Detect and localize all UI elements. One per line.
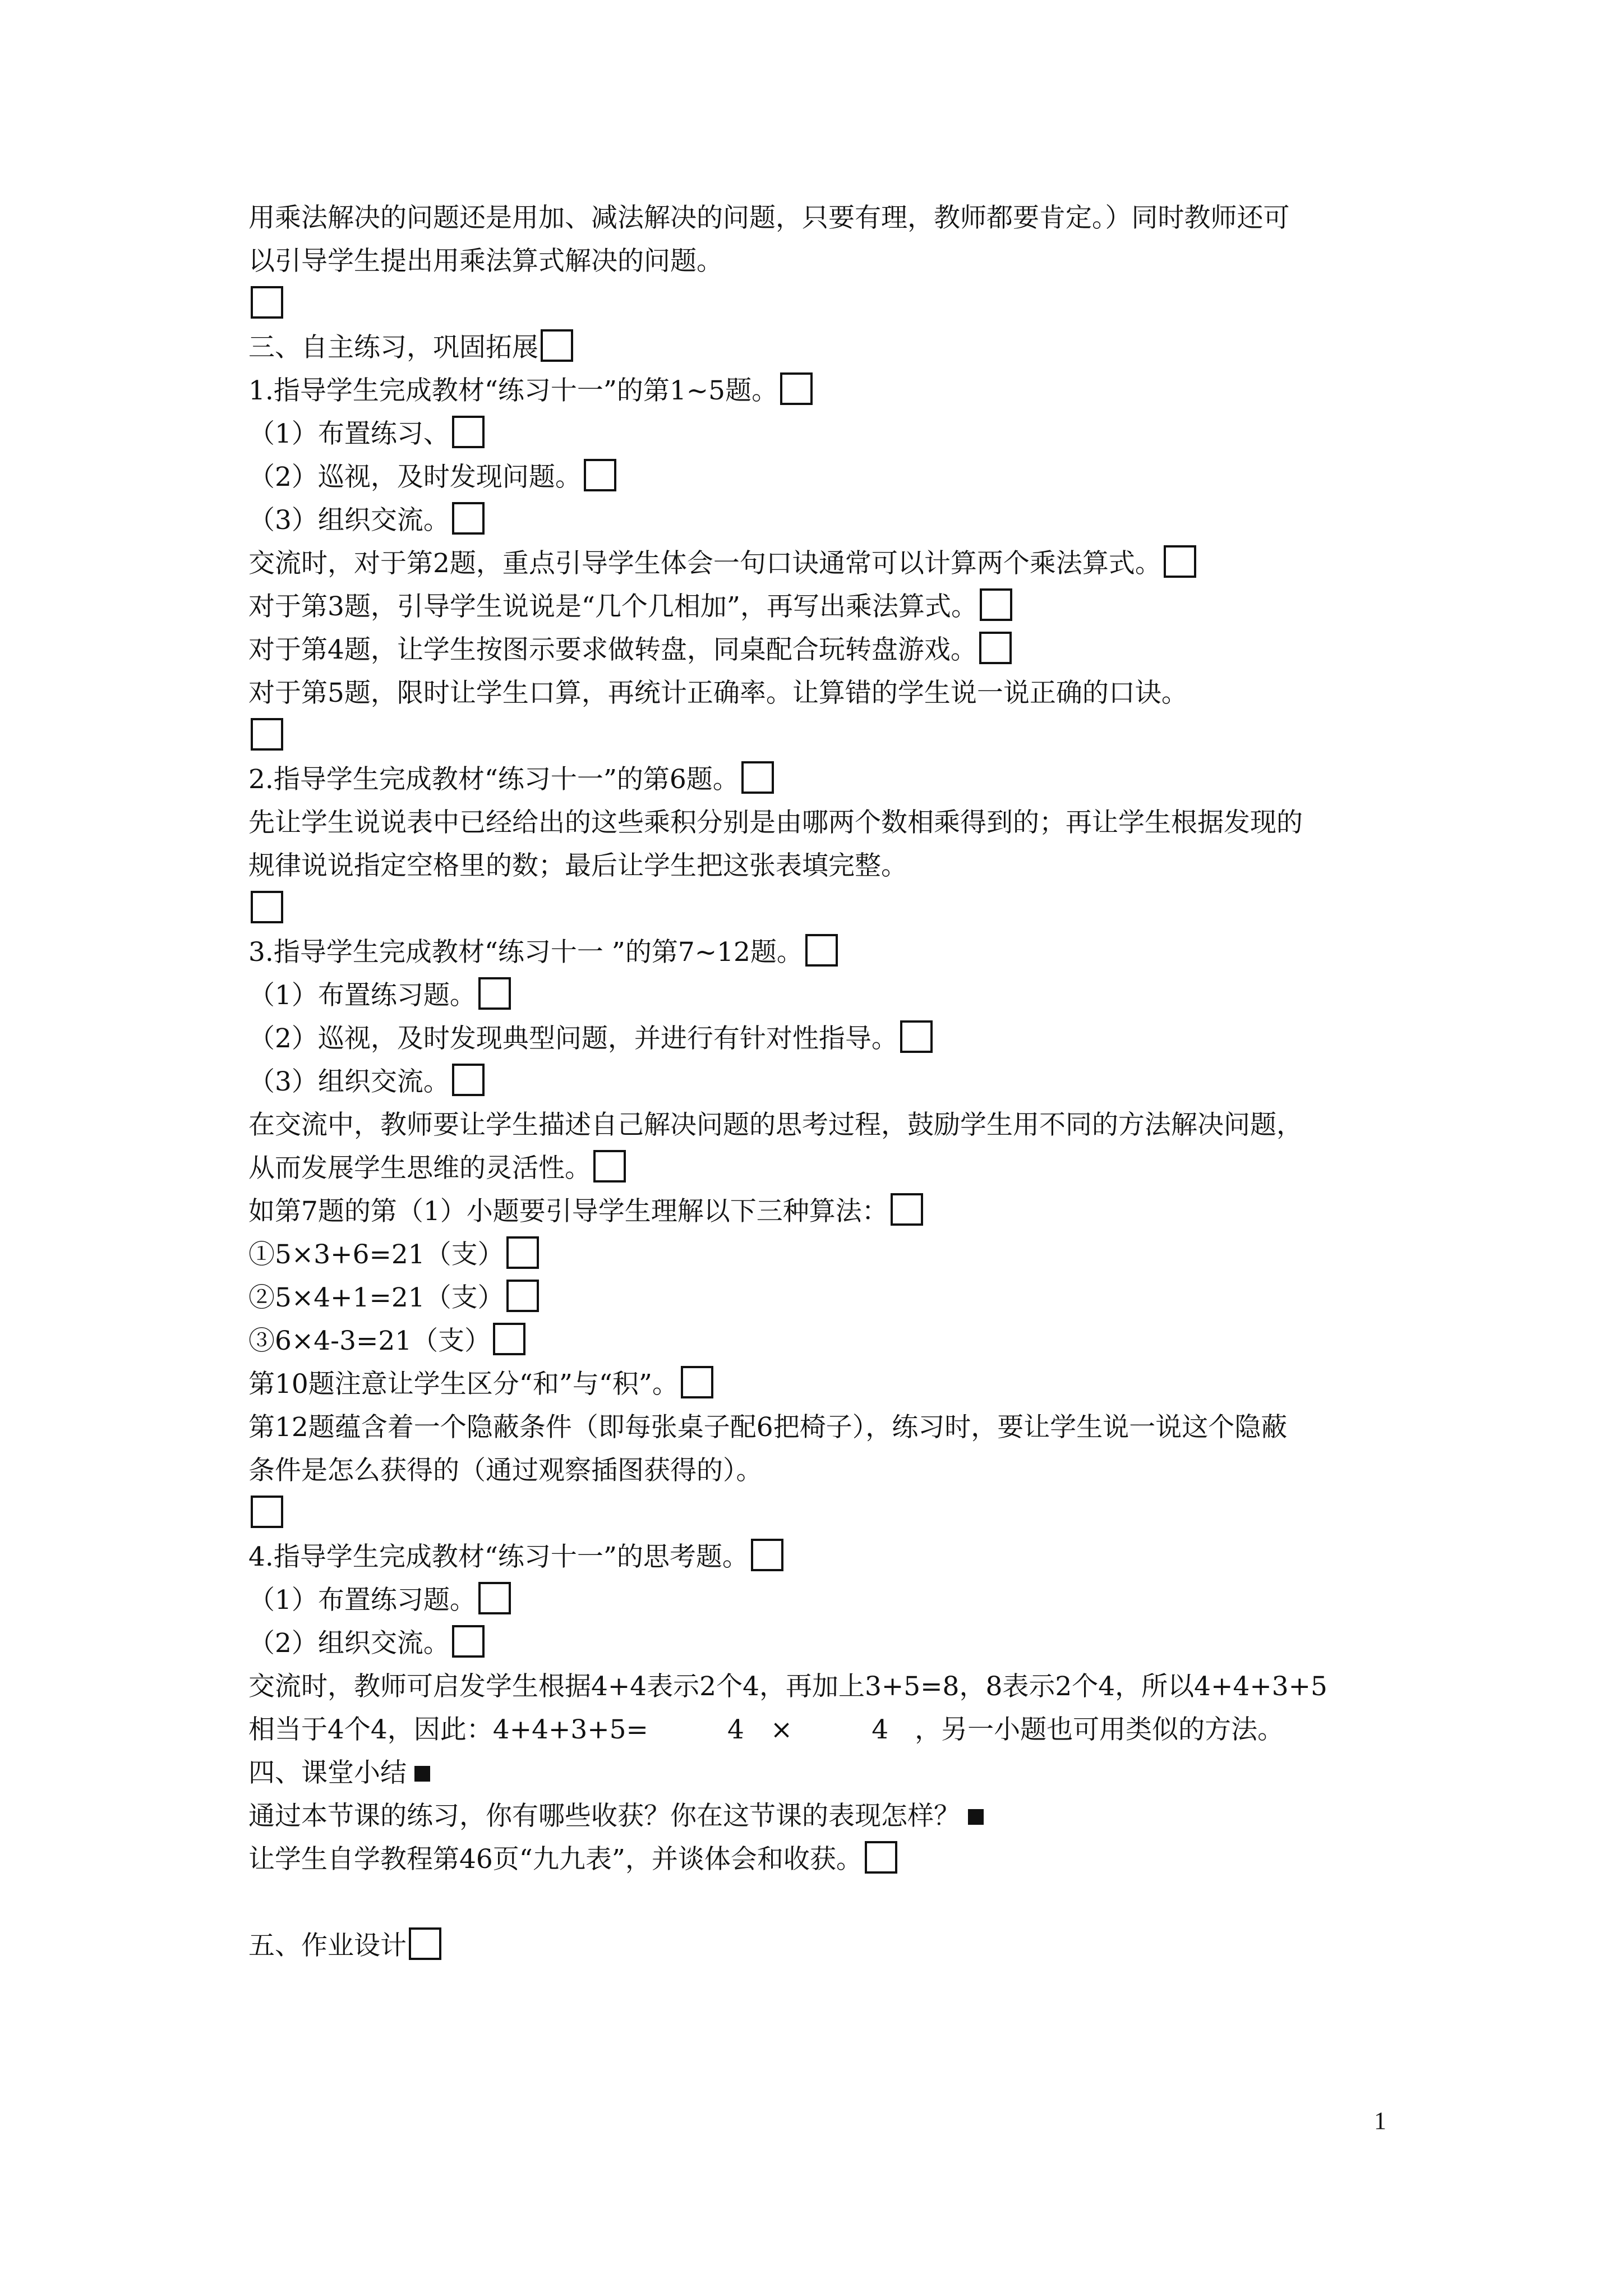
line-text: ①5×3+6=21（支） xyxy=(248,1239,504,1270)
line-text: 用乘法解决的问题还是用加、减法解决的问题，只要有理，教师都要肯定。）同时教师还可 xyxy=(248,203,1290,233)
line-text: 2.指导学生完成教材“练习十一”的第6题。 xyxy=(248,764,739,795)
text-line xyxy=(248,1795,1393,1838)
line-text: 1.指导学生完成教材“练习十一”的第1~5题。 xyxy=(248,375,778,406)
text-line xyxy=(248,931,1393,974)
text-line xyxy=(248,499,1393,542)
text-line xyxy=(248,1190,1393,1233)
empty-box-icon xyxy=(780,372,813,405)
line-text: 以引导学生提出用乘法算式解决的问题。 xyxy=(248,246,723,277)
empty-box-icon xyxy=(1164,545,1196,578)
text-line xyxy=(248,1449,1393,1492)
line-text: 条件是怎么获得的（通过观察插图获得的）。 xyxy=(248,1455,763,1486)
text-line xyxy=(248,1881,1393,1924)
line-text: 相当于4个4，因此：4+4+3+5= 4 × 4 ，另一小题也可用类似的方法。 xyxy=(248,1714,1284,1745)
text-line xyxy=(248,1751,1393,1795)
line-text: （2）巡视，及时发现典型问题，并进行有针对性指导。 xyxy=(248,1023,898,1054)
empty-box-icon xyxy=(681,1366,713,1398)
line-text: 交流时，教师可启发学生根据4+4表示2个4，再加上3+5=8，8表示2个4，所以4+4+3+5 xyxy=(248,1671,1327,1702)
text-line xyxy=(248,801,1393,844)
line-text: （3）组织交流。 xyxy=(248,505,450,536)
text-line xyxy=(248,1276,1393,1319)
empty-box-icon xyxy=(979,632,1012,664)
line-text: ②5×4+1=21（支） xyxy=(248,1282,504,1313)
text-line xyxy=(248,412,1393,455)
line-text: 对于第5题，限时让学生口算，再统计正确率。让算错的学生说一说正确的口诀。 xyxy=(248,678,1188,708)
empty-box-icon xyxy=(251,1496,283,1528)
text-line xyxy=(248,1233,1393,1276)
empty-box-icon xyxy=(493,1323,525,1355)
empty-box-icon xyxy=(741,761,774,794)
text-line xyxy=(248,1838,1393,1881)
empty-box-icon xyxy=(452,1625,485,1658)
text-line xyxy=(248,887,1393,931)
line-text: （2）组织交流。 xyxy=(248,1628,450,1659)
text-line xyxy=(248,715,1393,758)
empty-box-icon xyxy=(478,977,511,1010)
text-line xyxy=(248,628,1393,671)
line-text: 第12题蕴含着一个隐蔽条件（即每张桌子配6把椅子），练习时，要让学生说一说这个隐蔽 xyxy=(248,1412,1288,1443)
text-line xyxy=(248,369,1393,412)
empty-box-icon xyxy=(593,1150,626,1182)
line-text: （3）组织交流。 xyxy=(248,1066,450,1097)
text-line xyxy=(248,585,1393,628)
empty-box-icon xyxy=(865,1841,897,1874)
empty-box-icon xyxy=(452,502,485,535)
empty-box-icon xyxy=(251,891,283,923)
text-line xyxy=(248,326,1393,369)
text-line xyxy=(248,1103,1393,1147)
text-line xyxy=(248,240,1393,283)
text-line xyxy=(248,1622,1393,1665)
text-line xyxy=(248,1017,1393,1060)
text-line xyxy=(248,542,1393,585)
document-body xyxy=(248,196,1393,1967)
line-text: 3.指导学生完成教材“练习十一 ”的第7~12题。 xyxy=(248,937,803,968)
line-text: （1）布置练习题。 xyxy=(248,1585,476,1616)
empty-box-icon xyxy=(584,459,616,491)
text-line xyxy=(248,1535,1393,1579)
line-text: 让学生自学教程第46页“九九表”，并谈体会和收获。 xyxy=(248,1844,863,1875)
text-line xyxy=(248,974,1393,1017)
text-line xyxy=(248,1147,1393,1190)
line-text: 在交流中，教师要让学生描述自己解决问题的思考过程，鼓励学生用不同的方法解决问题， xyxy=(248,1110,1303,1140)
text-line xyxy=(248,1579,1393,1622)
empty-box-icon xyxy=(541,329,573,362)
text-line xyxy=(248,758,1393,801)
empty-box-icon xyxy=(409,1927,441,1960)
text-line xyxy=(248,196,1393,240)
line-text: 通过本节课的练习，你有哪些收获？你在这节课的表现怎样？ xyxy=(248,1801,960,1832)
line-text: 4.指导学生完成教材“练习十一”的思考题。 xyxy=(248,1542,749,1572)
line-text: 四、课堂小结 xyxy=(248,1757,407,1788)
black-square-icon xyxy=(968,1809,984,1825)
text-line xyxy=(248,671,1393,715)
empty-box-icon xyxy=(805,934,838,967)
text-line xyxy=(248,1060,1393,1103)
empty-box-icon xyxy=(900,1020,933,1053)
line-text: （2）巡视，及时发现问题。 xyxy=(248,462,582,493)
empty-box-icon xyxy=(980,588,1012,621)
black-square-icon xyxy=(414,1766,430,1782)
empty-box-icon xyxy=(251,718,283,751)
line-text: 从而发展学生思维的灵活性。 xyxy=(248,1153,591,1184)
line-text: 如第7题的第（1）小题要引导学生理解以下三种算法： xyxy=(248,1196,888,1227)
text-line xyxy=(248,1406,1393,1449)
text-line xyxy=(248,844,1393,887)
text-line xyxy=(248,1665,1393,1708)
empty-box-icon xyxy=(452,1064,485,1096)
empty-box-icon xyxy=(251,286,283,319)
empty-box-icon xyxy=(751,1539,783,1571)
line-text: 第10题注意让学生区分“和”与“积”。 xyxy=(248,1369,679,1400)
line-text: 对于第4题，让学生按图示要求做转盘，同桌配合玩转盘游戏。 xyxy=(248,634,977,665)
line-text: 规律说说指定空格里的数；最后让学生把这张表填完整。 xyxy=(248,850,907,881)
text-line xyxy=(248,1363,1393,1406)
line-text: ③6×4-3=21（支） xyxy=(248,1326,491,1356)
text-line xyxy=(248,1924,1393,1967)
line-text: 三、自主练习，巩固拓展 xyxy=(248,332,538,363)
line-text: （1）布置练习题。 xyxy=(248,980,476,1011)
empty-box-icon xyxy=(891,1193,923,1226)
text-line xyxy=(248,455,1393,499)
line-text: （1）布置练习、 xyxy=(248,418,450,449)
text-line xyxy=(248,1492,1393,1535)
line-text: 先让学生说说表中已经给出的这些乘积分别是由哪两个数相乘得到的；再让学生根据发现的 xyxy=(248,807,1303,838)
line-text: 五、作业设计 xyxy=(248,1930,407,1961)
line-text: 对于第3题，引导学生说说是“几个几相加”，再写出乘法算式。 xyxy=(248,591,978,622)
empty-box-icon xyxy=(506,1236,539,1269)
line-text: 交流时，对于第2题，重点引导学生体会一句口诀通常可以计算两个乘法算式。 xyxy=(248,548,1161,579)
empty-box-icon xyxy=(506,1280,539,1312)
text-line xyxy=(248,1319,1393,1363)
empty-box-icon xyxy=(478,1582,511,1614)
empty-box-icon xyxy=(452,416,485,448)
page-number: 1 xyxy=(1374,2107,1386,2134)
text-line xyxy=(248,1708,1393,1751)
text-line xyxy=(248,283,1393,326)
